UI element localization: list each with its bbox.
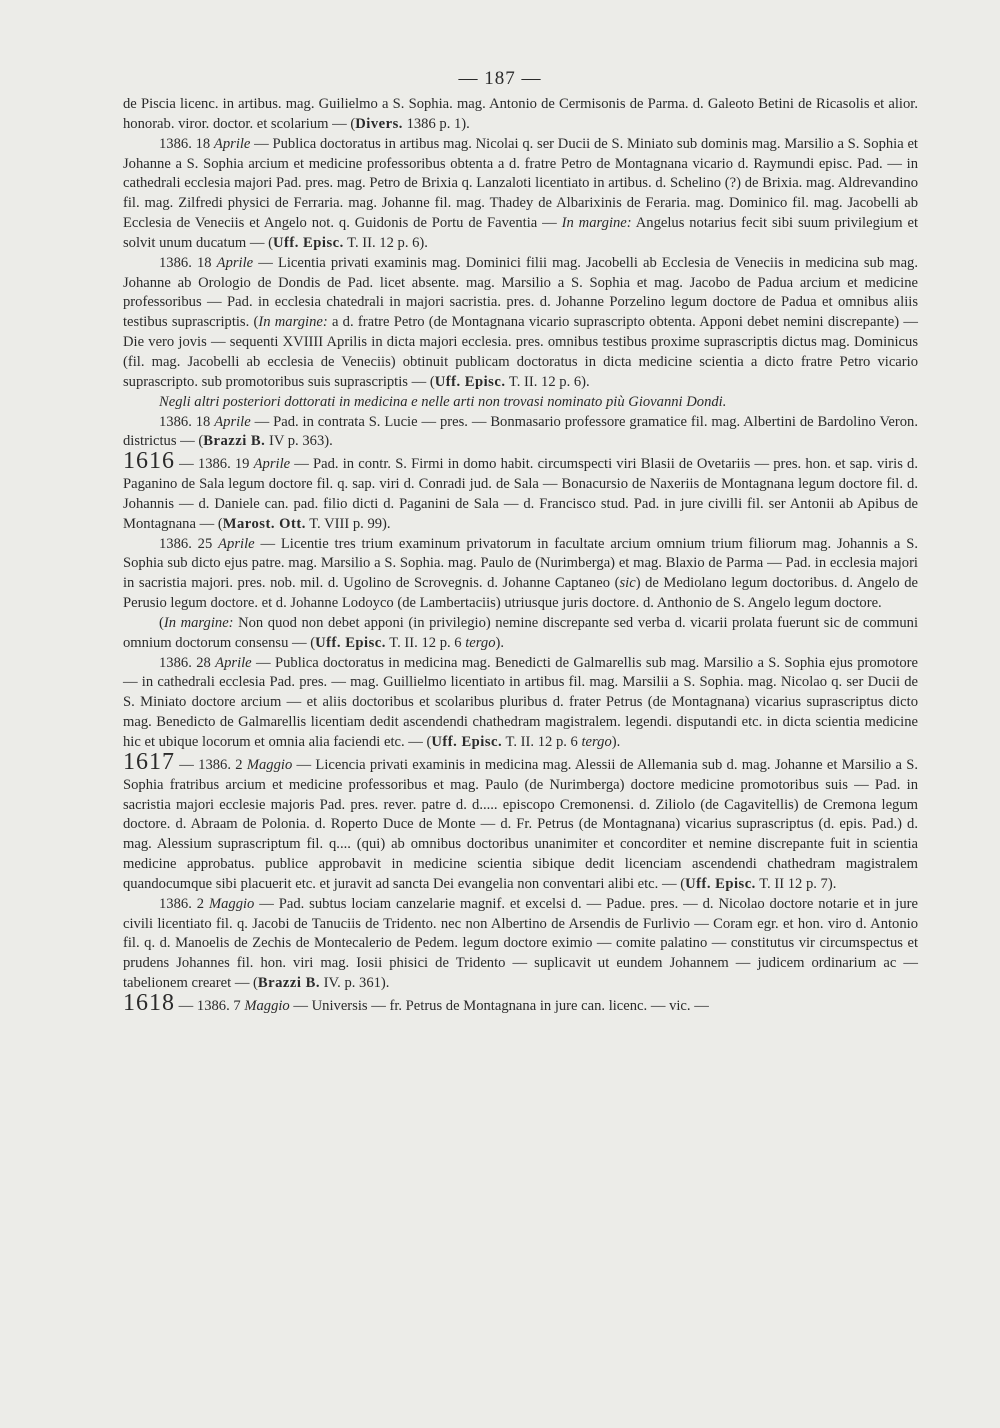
text-segment: — Pad. in contrata S. Lucie — pres. — Bonmasario professore gramatice fil. mag. Albertini de Bardolino Veron. districtus — (: [123, 413, 918, 450]
text-segment: — Licencia privati examinis in medicina mag. Alessii de Allemania sub d. mag. Johanne et Marsilio a S. Sophia fratribus arcium et medicine professoribus et mag. Paulo (de Nurimberga) doctore medicine promotoribus suis — Pad. in sacristia majori ecclesie majoris Pad. pres. rever. patre d. d..... episcopo Cremonensi. d. Ziliolo (de Cagavitellis) de Cremona legum doctore. d. Abraam de Polonia. d. Roperto Duce de Monte — d. Fr. Petrus (de Montagnana) vicarius suprascriptus (d. epis. Pad.) d. mag. Alessium suprascriptum fil. q.... (qui) ab omnibus doctoribus unanimiter et concorditer et nemine discrepante fuit in scientia medicine approbatus. publice approbavit in medicine scientia sibique dedit licenciam ascendendi chathedram magistralem quandocumque sibi placuerit etc. et juravit ad sancta Dei evangelia non conventari alibi etc. — (: [123, 756, 918, 892]
text-segment: 1386. 28: [159, 654, 216, 671]
paragraph: [123, 614, 918, 654]
text-segment: de Piscia licenc. in artibus. mag. Guilielmo a S. Sophia. mag. Antonio de Cermisonis de Parma. d. Galeoto Betini de Ricasolis et alior. honorab. viror. doctor. et scolarium — (: [123, 96, 918, 132]
paragraph: [123, 895, 918, 994]
paragraph: [123, 535, 918, 614]
text-segment: — 1386. 19: [175, 456, 254, 473]
text-segment: 1386. 18: [159, 135, 214, 152]
text-segment: — Universis — fr. Petrus de Montagnana in jure can. licenc. — vic. —: [289, 997, 709, 1014]
text-segment: T. II. 12 p. 6: [502, 734, 582, 750]
text-segment: Maggio: [246, 756, 293, 773]
text-segment: a d. fratre Petro (de Montagnana vicario suprascripto obtenta. Apponi debet nemini discrepante) — Die vero jovis — sequenti XVIIII Aprilis in dicta majori ecclesia. pres. omnibus testibus proxime suprascriptis dictus mag. Dominicus (fil. mag. Jacobelli ab ecclesia de Veneciis) obtinuit publicam doctoratus in dicta medicine scientia a dicto fratre Petro vicario suprascripto. sub promotoribus suis suprascriptis — (: [123, 314, 918, 390]
source-reference: Uff. Episc.: [272, 234, 344, 251]
text-segment: tergo: [581, 734, 612, 750]
paragraph: [123, 95, 918, 135]
page-number: — 187 —: [458, 68, 542, 89]
text-segment: 1386. 25: [159, 535, 219, 552]
text-segment: tergo: [465, 634, 496, 651]
document-number: 1617: [123, 748, 175, 775]
text-segment: T. VIII p. 99).: [305, 515, 391, 532]
source-reference: Brazzi B.: [257, 975, 320, 992]
text-segment: IV p. 363).: [265, 433, 333, 450]
text-segment: — Licentie tres trium examinum privatorum in facultate arcium omnium trium filiorum mag. Johannis a S. Sophia sub dicto ejus patre. mag. Marsilio a S. Sophia. mag. Paulo de (Nurimberga) et mag. Blaxio de Parma — Pad. in ecclesia majori in sacristia majori. pres. nob. mil. d. Ugolino de Scrovegnis. d. Johanne Captaneo (: [123, 535, 918, 592]
text-segment: — Licentia privati examinis mag. Dominici filii mag. Jacobelli ab Ecclesia de Veneciis in medicina sub mag. Johanne ab Orologio de Dondis de Pad. licet absente. mag. Marsilio a S. Sophia et mag. Jacobo de Padua arcium et medicine professoribus — Pad. in ecclesia chatedrali in majori sacristia. pres. d. Johanne Porzelino legum doctore de Padua et omnibus aliis testibus suprascriptis. (: [123, 254, 918, 331]
source-reference: Uff. Episc.: [431, 734, 503, 750]
text-segment: Aprile: [213, 135, 251, 152]
text-segment: In margine:: [163, 614, 234, 631]
text-segment: — Publica doctoratus in medicina mag. Benedicti de Galmarellis sub mag. Marsilio a S. Sophia ejus promotore — in cathedrali ecclesia Pad. pres. — mag. Guillielmo licentiato in artibus fil. mag. Marsilii a S. Sophia. mag. Nicolao q. ser Ducii de S. Miniato doctore arcium — et aliis doctoribus et scolaribus pluribus d. frater Petrus (de Montagnana) vicarius suprascriptus dicto mag. Benedicto de Galmarellis licentiam dedit ascendendi chathedram magistralem. legendi. disputandi etc. in dicta scientia medicine hic et ubique locorum et omnia alia faciendi etc. — (: [123, 654, 919, 750]
paragraph: [123, 448, 918, 534]
text-segment: 1386. 18: [159, 254, 217, 271]
text-segment: IV. p. 361).: [319, 975, 390, 992]
paragraph: [123, 254, 918, 393]
text-segment: — 1386. 7: [175, 997, 245, 1014]
source-reference: Divers.: [355, 115, 403, 132]
text-segment: (: [159, 614, 164, 631]
text-segment: Non quod non debet apponi (in privilegio) nemine discrepante sed verba d. vicarii prolata fuerunt sic de communi omnium doctorum consensu — (: [123, 614, 919, 651]
text-segment: 1386 p. 1).: [402, 115, 470, 132]
text-segment: T. II 12 p. 7).: [755, 875, 837, 892]
document-body: [123, 95, 918, 1017]
text-segment: ) de Mediolano legum doctoribus. d. Angelo de Perusio legum doctore. et d. Johanne Lodoyco (de Lambertaciis) utriusque juris doctore. d. Anthonio de S. Angelo legum doctore.: [123, 575, 919, 612]
text-segment: T. II. 12 p. 6).: [343, 234, 428, 251]
paragraph: [123, 413, 918, 453]
source-reference: Brazzi B.: [203, 433, 266, 450]
text-segment: — Pad. in contr. S. Firmi in domo habit. circumspecti viri Blasii de Ovetariis — pres. hon. et sap. viris d. Paganino de Sala legum doctore fil. q. sap. viri d. Conradi jud. de Sala — Bonacursio de Naxeriis de Montagnana legum doctore fil. d. Johannis — d. Daniele can. pad. filio dicti d. Paganini de Sala — d. Francisco stud. Pad. in jure civilli fil. ser Antonii ab Apibus de Montagnana — (: [123, 456, 918, 532]
text-segment: Aprile: [218, 535, 255, 552]
text-segment: Aprile: [214, 413, 251, 430]
document-number: 1616: [123, 448, 175, 475]
source-reference: Uff. Episc.: [315, 634, 386, 651]
text-segment: ).: [611, 734, 621, 750]
text-segment: In margine:: [258, 314, 328, 331]
text-segment: Negli altri posteriori dottorati in medicina e nelle arti non trovasi nominato più Giovanni Dondi.: [159, 393, 727, 410]
text-segment: Aprile: [253, 456, 291, 473]
source-reference: Uff. Episc.: [434, 373, 506, 390]
text-segment: — 1386. 2: [175, 756, 247, 773]
paragraph: [123, 989, 918, 1017]
paragraph: [123, 654, 918, 753]
paragraph: [123, 135, 918, 254]
source-reference: Marost. Ott.: [222, 515, 306, 532]
text-segment: — Pad. subtus lociam canzelarie magnif. et excelsi d. — Padue. pres. — d. Nicolao doctore notarie et in jure civili licentiato fil. q. Jacobi de Tanuciis de Tridento. nec non Albertino de Arsendis de Furlivio — Coram egr. et hon. viro d. Antonio fil. q. d. Manoelis de Zechis de Montecalerio de Pedem. legum doctore eximio — comite palatino — constitutus vir circumspectus et prudens Johannes fil. hon. viri mag. Iosii phisici de Tridento — suplicavit ut eundem Johannem — judicem ordinarium ac — tabelionem crearet — (: [123, 895, 918, 992]
source-reference: Uff. Episc.: [685, 875, 756, 892]
text-segment: T. II. 12 p. 6).: [505, 373, 590, 390]
text-segment: Angelus notarius fecit sibi suum privilegium et solvit unum ducatum — (: [123, 215, 918, 251]
paragraph: [123, 393, 918, 413]
text-segment: Maggio: [208, 895, 255, 912]
text-segment: In margine:: [561, 215, 632, 232]
text-segment: Maggio: [244, 997, 290, 1014]
text-segment: ).: [495, 634, 505, 651]
document-number: 1618: [123, 989, 175, 1016]
text-segment: sic: [619, 575, 636, 592]
text-segment: 1386. 2: [159, 895, 209, 912]
text-segment: T. II. 12 p. 6: [385, 634, 466, 651]
text-segment: Aprile: [215, 654, 252, 671]
text-segment: — Publica doctoratus in artibus mag. Nicolai q. ser Ducii de S. Miniato sub dominis mag. Marsilio a S. Sophia et Johanne a S. Sophia arcium et medicine professoribus obtenta a d. fratre Petro de Montagnana vicario d. Raymundi episc. Pad. — in cathedrali ecclesia majori Pad. pres. mag. Petro de Brixia q. Lanzaloti licentiato in artibus. d. Schelino (?) de Brixia. mag. Aldrevandino fil. mag. Zilfredi physici de Ferraria. mag. Johanne fil. mag. Thadey de Albarixinis de Feraria. mag. Dominico fil. mag. Jacobelli ab Ecclesia de Veneciis et Angelo not. q. Guidonis de Portu de Faventia —: [123, 135, 918, 232]
paragraph: [123, 748, 918, 895]
text-segment: 1386. 18: [159, 413, 215, 430]
text-segment: Aprile: [216, 254, 254, 271]
